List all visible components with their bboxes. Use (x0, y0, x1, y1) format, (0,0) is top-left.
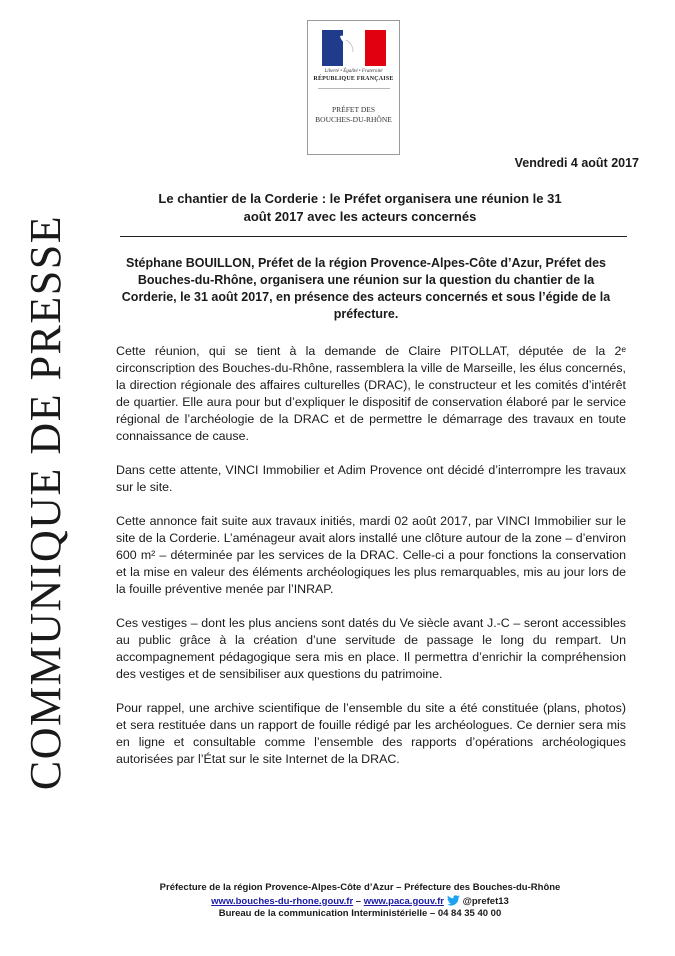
article-body (116, 343, 626, 785)
footer-contact-line: Bureau de la communication Interministérielle – 04 84 35 40 00 (218, 908, 502, 919)
paragraph: Ces vestiges – dont les plus anciens sont datés du Ve siècle avant J.-C – seront accessibles au public grâce à la création d’une servitude de passage le long du rempart. Un accompagnement pédagogique sera mis en place. Il permettra d’enrichir la compréhension des vestiges et de sensibiliser aux questions du patrimoine. (116, 616, 626, 681)
paragraph: Pour rappel, une archive scientifique de l’ensemble du site a été constituée (plans, photos) et sera restituée dans un rapport de fouille rédigé par les archéologues. Ce dernier sera mis en ligne et consultable comme l’ensemble des rapports d’opérations archéologiques autorisées par l’État sur le site Internet de la DRAC. (116, 701, 626, 766)
vertical-banner (18, 170, 74, 834)
prefecture-name: PRÉFET DES BOUCHES-DU-RHÔNE (315, 105, 392, 124)
footer-separator: – (353, 895, 364, 907)
bouches-du-rhone-link[interactable]: www.bouches-du-rhone.gouv.fr (211, 895, 354, 907)
twitter-bird-icon (447, 895, 460, 906)
footer-prefecture-line: Préfecture de la région Provence-Alpes-Côte d’Azur – Préfecture des Bouches-du-Rhône (159, 882, 561, 893)
prefecture-logo (307, 20, 400, 155)
release-date: Vendredi 4 août 2017 (514, 156, 639, 170)
paragraph: Cette réunion, qui se tient à la demande de Claire PITOLLAT, députée de la 2ᵉ circonscription des Bouches-du-Rhône, rassemblera la ville de Marseille, les élus concernés, la direction régionale des affaires culturelles (DRAC), le constructeur et les comités d’intérêt de quartier. Elle aura pour but d’expliquer le dispositif de conservation élaboré par le service régional de l’archéologie de la DRAC et de permettre le démarrage des travaux en toute connaissance de cause. (116, 344, 626, 443)
footer (100, 882, 620, 921)
paca-link[interactable]: www.paca.gouv.fr (363, 895, 444, 907)
press-title: Le chantier de la Corderie : le Préfet organisera une réunion le 31 août 2017 avec les acteurs concernés (158, 191, 562, 224)
footer-links-line (100, 895, 620, 909)
republique-francaise: RÉPUBLIQUE FRANÇAISE (313, 76, 394, 82)
republic-motto: Liberté • Égalité • Fraternité (324, 69, 383, 74)
marianne-flag-icon (322, 30, 386, 66)
paragraph: Cette annonce fait suite aux travaux initiés, mardi 02 août 2017, par VINCI Immobilier sur le site de la Corderie. L’aménageur avait alors installé une clôture autour de la zone – d’environ 600 m² – déterminée par les services de la DRAC. Celle-ci a pour fonctions la conservation et la mise en valeur des éléments archéologiques les plus remarquables, mis au jour lors de la fouille préventive menée par l’INRAP. (116, 514, 626, 596)
title-divider (120, 236, 627, 237)
twitter-handle[interactable]: @prefet13 (462, 895, 509, 907)
lead-paragraph: Stéphane BOUILLON, Préfet de la région Provence-Alpes-Côte d’Azur, Préfet des Bouches-du-Rhône, organisera une réunion sur la question du chantier de la Corderie, le 31 août 2017, en présence des acteurs concernés et sous l’égide de la préfecture. (121, 256, 611, 321)
paragraph: Dans cette attente, VINCI Immobilier et Adim Provence ont décidé d’interrompre les travaux sur le site. (116, 463, 626, 494)
vertical-title: COMMUNIQUE DE PRESSE (21, 214, 71, 790)
logo-divider (318, 88, 390, 89)
